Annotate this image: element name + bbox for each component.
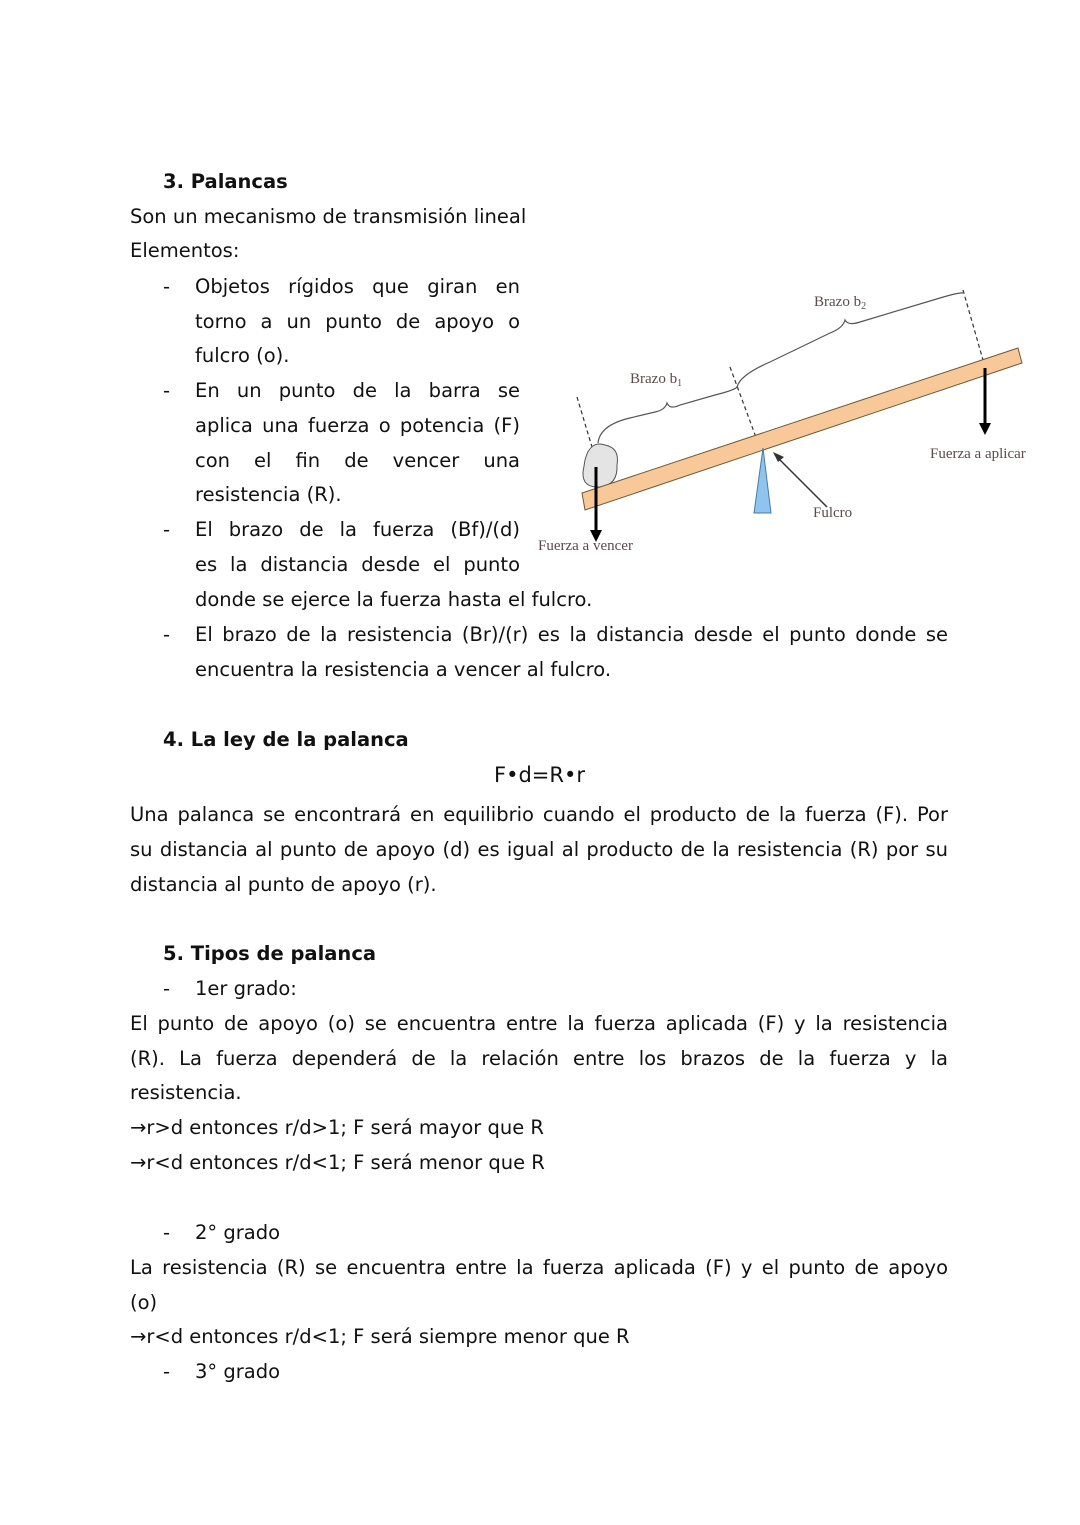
subheading-3er-grado: 3° grado — [195, 1360, 281, 1383]
text-line: En un punto de la barra se — [195, 379, 520, 402]
rock-icon — [583, 444, 618, 487]
bullet: - — [163, 275, 171, 298]
paragraph: Son un mecanismo de transmisión lineal — [130, 205, 527, 228]
label-brazo-b1: Brazo $b_1$ — [630, 371, 683, 389]
subheading-2do-grado: 2° grado — [195, 1221, 281, 1244]
label-fulcro: Fulcro — [813, 505, 853, 521]
bullet: - — [163, 977, 171, 1000]
lever-diagram — [0, 0, 1080, 600]
text-line: resistencia. — [130, 1081, 242, 1104]
text-line: (R). La fuerza dependerá de la relación entre los brazos de la fuerza y la — [130, 1047, 948, 1070]
text-line: resistencia (R). — [195, 483, 342, 506]
text-line: El punto de apoyo (o) se encuentra entre la fuerza aplicada (F) y la resistencia — [130, 1012, 948, 1035]
bullet: - — [163, 1221, 171, 1244]
label-brazo-b2: Brazo $b_2$ — [814, 294, 867, 312]
text-line: con el fin de vencer una — [195, 449, 520, 472]
text-line: →r<d entonces r/d<1; F será siempre menor que R — [130, 1325, 630, 1348]
subheading-1er-grado: 1er grado: — [195, 977, 297, 1000]
heading-palancas: 3. Palancas — [163, 170, 288, 193]
label-fuerza-aplicar: Fuerza a aplicar — [930, 446, 1026, 462]
bullet: - — [163, 518, 171, 541]
text-line: Una palanca se encontrará en equilibrio cuando el producto de la fuerza (F). Por — [130, 803, 948, 826]
heading-tipos-palanca: 5. Tipos de palanca — [163, 942, 377, 965]
bullet: - — [163, 1360, 171, 1383]
text-line: es la distancia desde el punto — [195, 553, 520, 576]
dashed-line — [963, 290, 985, 367]
text-line: →r<d entonces r/d<1; F será menor que R — [130, 1151, 545, 1174]
text-line: El brazo de la fuerza (Bf)/(d) — [195, 518, 520, 541]
text-line: distancia al punto de apoyo (r). — [130, 873, 437, 896]
fulcrum-icon — [754, 448, 771, 513]
bullet: - — [163, 379, 171, 402]
text-line: fulcro (o). — [195, 344, 290, 367]
text-line: El brazo de la resistencia (Br)/(r) es la distancia desde el punto donde se — [195, 623, 948, 646]
text-line: torno a un punto de apoyo o — [195, 310, 520, 333]
label-fuerza-vencer: Fuerza a vencer — [538, 538, 633, 554]
brace-b1 — [598, 387, 737, 443]
text-line: →r>d entonces r/d>1; F será mayor que R — [130, 1116, 544, 1139]
text-line: (o) — [130, 1291, 158, 1314]
text-line: aplica una fuerza o potencia (F) — [195, 414, 520, 437]
fulcrum-pointer-arrow — [775, 455, 827, 507]
bullet: - — [163, 623, 171, 646]
label: Elementos: — [130, 239, 240, 262]
text-line: donde se ejerce la fuerza hasta el fulcro. — [195, 588, 593, 611]
heading-ley-palanca: 4. La ley de la palanca — [163, 728, 409, 751]
formula: F•d=R•r — [494, 763, 586, 787]
text-line: Objetos rígidos que giran en — [195, 275, 520, 298]
text-line: encuentra la resistencia a vencer al fulcro. — [195, 658, 612, 681]
text-line: La resistencia (R) se encuentra entre la fuerza aplicada (F) y el punto de apoyo — [130, 1256, 948, 1279]
text-line: su distancia al punto de apoyo (d) es igual al producto de la resistencia (R) por su — [130, 838, 948, 861]
